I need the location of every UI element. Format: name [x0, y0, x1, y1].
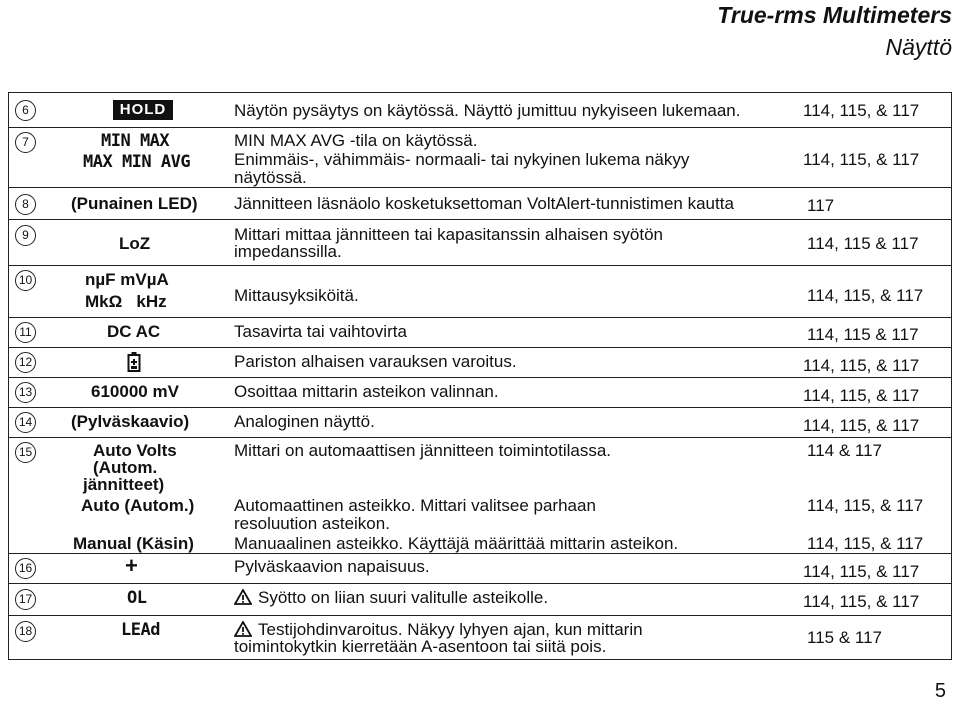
row-number: 18 — [15, 621, 36, 642]
page-number: 5 — [934, 680, 946, 702]
row-description — [234, 588, 548, 607]
row-models: 114, 115 & 117 — [807, 325, 919, 344]
dc-ac-symbol: DC AC — [107, 322, 161, 341]
table-row — [9, 317, 951, 347]
range-symbol: 610000 mV — [91, 382, 179, 401]
row-number: 17 — [15, 589, 36, 610]
row-models: 114, 115 & 117 — [807, 234, 919, 253]
row-description-line3: näytössä. — [234, 168, 307, 187]
table-row — [9, 377, 951, 407]
row-number: 7 — [15, 132, 36, 153]
header-title: True-rms Multimeters — [717, 2, 952, 28]
row-description: Analoginen näyttö. — [234, 412, 375, 431]
overload-symbol: OL — [127, 588, 147, 608]
row-models: 114, 115, & 117 — [803, 356, 920, 375]
battery-icon — [127, 351, 141, 378]
row-description-line2: Enimmäis-, vähimmäis- normaali- tai nykyinen lukema näkyy — [234, 150, 690, 169]
lead-warning-symbol: LEAd — [121, 620, 160, 640]
row-description-line1: MIN MAX AVG -tila on käytössä. — [234, 131, 478, 150]
row-description-line2: Automaattinen asteikko. Mittari valitsee parhaan — [234, 496, 596, 515]
row-number: 10 — [15, 270, 36, 291]
row-models: 114 & 117 — [807, 441, 882, 460]
row-models: 114, 115, & 117 — [803, 562, 920, 581]
header-subtitle: Näyttö — [885, 34, 952, 60]
warning-icon — [234, 621, 252, 637]
loz-symbol: LoZ — [119, 234, 151, 253]
table-row — [9, 583, 951, 615]
row-number: 12 — [15, 352, 36, 373]
table-row — [9, 437, 951, 553]
red-led-symbol: (Punainen LED) — [71, 194, 198, 213]
row-number: 13 — [15, 382, 36, 403]
units-symbol-line2: MkΩ kHz — [85, 292, 167, 311]
row-description-line3: resoluution asteikon. — [234, 514, 390, 533]
table-row — [9, 347, 951, 377]
row-number: 14 — [15, 412, 36, 433]
max-min-avg-symbol: MAX MIN AVG — [83, 152, 191, 172]
units-symbol-line1: nµF mVµA — [85, 270, 169, 289]
row-number: 15 — [15, 442, 36, 463]
row-number: 8 — [15, 194, 36, 215]
row-models: 117 — [807, 196, 835, 215]
table-row — [9, 187, 951, 219]
auto-volts-symbol: Auto Volts — [93, 441, 177, 460]
table-row — [9, 615, 951, 661]
row-description-text: Syötto on liian suuri valitulle asteikolle. — [258, 588, 549, 607]
polarity-plus-symbol: + — [125, 553, 138, 578]
auto-volts-symbol-line3: jännitteet) — [83, 475, 165, 494]
row-number: 6 — [15, 100, 36, 121]
auto-volts-symbol-line2: (Autom. — [93, 458, 158, 477]
row-models: 114, 115, & 117 — [803, 386, 920, 405]
row-models: 114, 115, & 117 — [803, 150, 920, 169]
auto-range-symbol: Auto (Autom.) — [81, 496, 195, 515]
row-models: 114, 115, & 117 — [803, 101, 920, 120]
row-number: 11 — [15, 322, 36, 343]
row-description-line2: impedanssilla. — [234, 242, 342, 261]
row-models: 115 & 117 — [807, 628, 882, 647]
row-description: Näytön pysäytys on käytössä. Näyttö jumittuu nykyiseen lukemaan. — [234, 101, 741, 120]
row-number: 16 — [15, 558, 36, 579]
min-max-symbol: MIN MAX — [101, 131, 170, 151]
row-models: 114, 115, & 117 — [807, 534, 924, 553]
table-row — [9, 219, 951, 265]
hold-symbol: HOLD — [113, 100, 173, 120]
table-row — [9, 93, 951, 127]
row-description: Osoittaa mittarin asteikon valinnan. — [234, 382, 499, 401]
table-row — [9, 265, 951, 317]
row-description: Tasavirta tai vaihtovirta — [234, 322, 407, 341]
row-description: Pylväskaavion napaisuus. — [234, 557, 430, 576]
row-models: 114, 115, & 117 — [807, 496, 924, 515]
row-description: Jännitteen läsnäolo kosketuksettoman VoltAlert-tunnistimen kautta — [234, 194, 734, 213]
table-row — [9, 127, 951, 187]
row-description-line1: Mittari on automaattisen jännitteen toimintotilassa. — [234, 441, 612, 460]
row-models: 114, 115, & 117 — [803, 592, 920, 611]
row-description: Pariston alhaisen varauksen varoitus. — [234, 352, 517, 371]
row-description-text: Testijohdinvaroitus. Näkyy lyhyen ajan, kun mittarin — [258, 620, 643, 639]
row-number: 9 — [15, 225, 36, 246]
row-description: Mittausyksiköitä. — [234, 286, 359, 305]
row-description-line2: toimintokytkin kierretään A-asentoon tai siitä pois. — [234, 637, 607, 656]
row-description-line4: Manuaalinen asteikko. Käyttäjä määrittää mittarin asteikon. — [234, 534, 679, 553]
manual-range-symbol: Manual (Käsin) — [73, 534, 194, 553]
row-models: 114, 115, & 117 — [807, 286, 924, 305]
table-row — [9, 407, 951, 437]
table-row — [9, 553, 951, 583]
bargraph-symbol: (Pylväskaavio) — [71, 412, 190, 431]
row-description-line1: Mittari mittaa jännitteen tai kapasitanssin alhaisen syötön — [234, 225, 664, 244]
row-models: 114, 115, & 117 — [803, 416, 920, 435]
warning-icon — [234, 589, 252, 605]
display-symbol-table — [8, 92, 952, 660]
